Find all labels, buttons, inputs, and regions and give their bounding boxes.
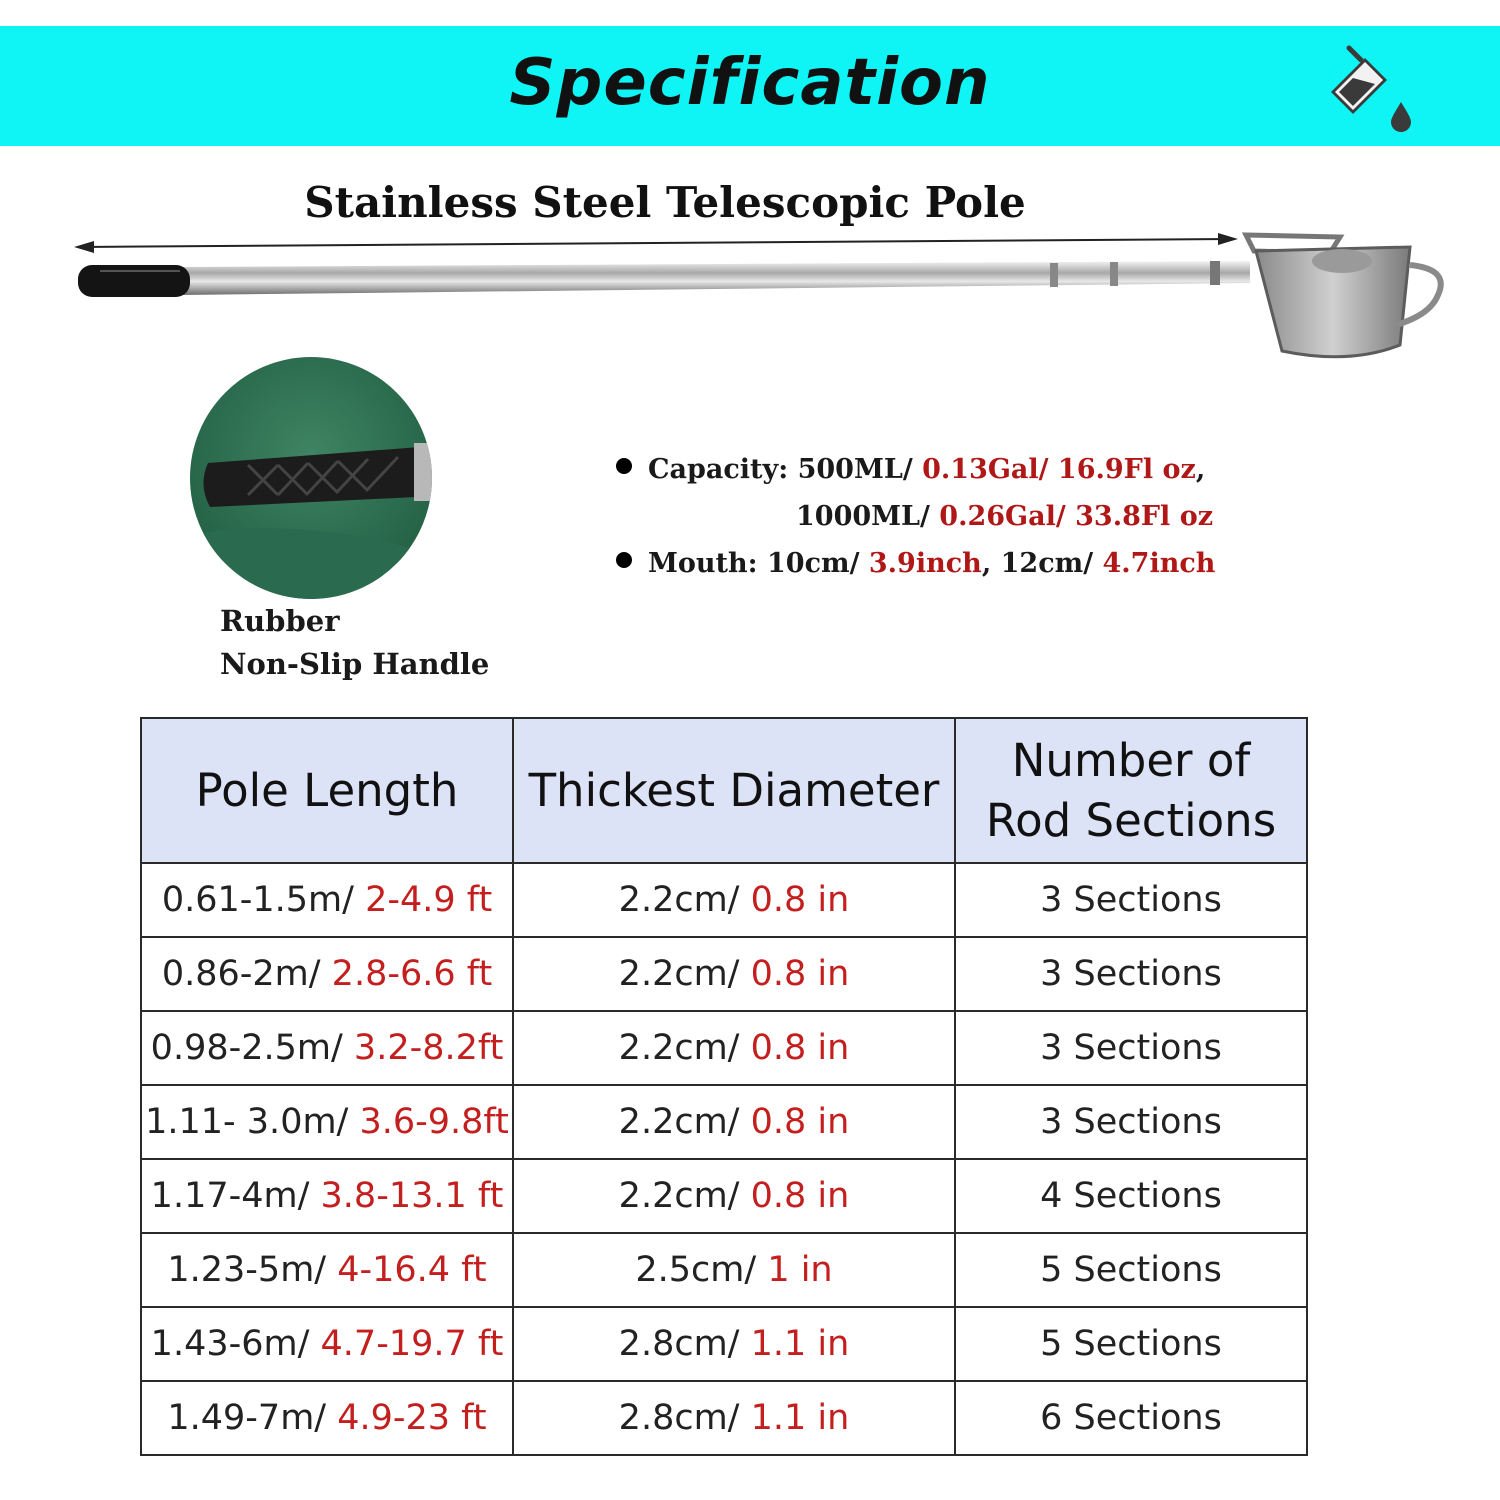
diameter-metric: 2.2cm/: [618, 1028, 740, 1068]
bullet-icon: [616, 458, 632, 474]
column-header-rod-sections: Number of Rod Sections: [955, 718, 1307, 863]
pole-length-cell: [141, 1085, 513, 1159]
capacity-1-imperial: 0.13Gal/ 16.9Fl oz: [922, 454, 1196, 485]
pole-length-imperial: 3.8-13.1 ft: [320, 1176, 504, 1216]
pour-bucket-icon: [1325, 44, 1415, 134]
table-body: [141, 863, 1307, 1455]
rubber-handle-closeup-image: [188, 355, 434, 601]
capacity-2-imperial: 0.26Gal/ 33.8Fl oz: [939, 501, 1214, 532]
diameter-imperial: 0.8 in: [750, 1102, 850, 1142]
sections-cell: [955, 1307, 1307, 1381]
diameter-imperial: 0.8 in: [750, 954, 850, 994]
table-row: [141, 1307, 1307, 1381]
diameter-cell: [513, 1381, 955, 1455]
sections-value: 5 Sections: [1040, 1250, 1222, 1290]
column-header-pole-length: Pole Length: [141, 718, 513, 863]
pole-length-cell: [141, 1011, 513, 1085]
table-row: [141, 937, 1307, 1011]
mouth-2-metric: 12cm/: [1000, 548, 1094, 579]
diameter-metric: 2.2cm/: [618, 880, 740, 920]
capacity-spec: Capacity: 500ML/ 0.13Gal/ 16.9Fl oz,: [616, 446, 1215, 493]
sections-value: 3 Sections: [1040, 880, 1222, 920]
column-header-thickest-diameter: Thickest Diameter: [513, 718, 955, 863]
pole-length-imperial: 4-16.4 ft: [337, 1250, 487, 1290]
table-row: [141, 863, 1307, 937]
sections-value: 5 Sections: [1040, 1324, 1222, 1364]
sections-cell: [955, 863, 1307, 937]
pole-length-cell: [141, 1233, 513, 1307]
pole-length-cell: [141, 1307, 513, 1381]
diameter-cell: [513, 1159, 955, 1233]
capacity-2-metric: 1000ML/: [796, 501, 930, 532]
spec-list: [616, 446, 1215, 587]
sections-value: 4 Sections: [1040, 1176, 1222, 1216]
header-banner: [0, 26, 1500, 146]
table-row: [141, 1381, 1307, 1455]
pole-length-metric: 0.86-2m/: [161, 954, 321, 994]
diameter-imperial: 0.8 in: [750, 1176, 850, 1216]
pole-length-metric: 0.61-1.5m/: [161, 880, 354, 920]
sections-value: 6 Sections: [1040, 1398, 1222, 1438]
sections-value: 3 Sections: [1040, 954, 1222, 994]
specification-table: [140, 717, 1308, 1456]
diameter-cell: [513, 937, 955, 1011]
pole-length-cell: [141, 863, 513, 937]
pole-length-cell: [141, 937, 513, 1011]
diameter-cell: [513, 1085, 955, 1159]
sections-cell: [955, 1159, 1307, 1233]
diameter-cell: [513, 1307, 955, 1381]
diameter-cell: [513, 1011, 955, 1085]
page-title: Specification: [509, 46, 991, 120]
sections-value: 3 Sections: [1040, 1102, 1222, 1142]
pole-length-cell: [141, 1381, 513, 1455]
mouth-2-imperial: 4.7inch: [1102, 548, 1216, 579]
pole-length-metric: 1.23-5m/: [167, 1250, 327, 1290]
pole-length-metric: 1.49-7m/: [167, 1398, 327, 1438]
bullet-icon: [616, 552, 632, 568]
mouth-label: Mouth:: [648, 548, 758, 579]
table-row: [141, 1011, 1307, 1085]
diameter-metric: 2.2cm/: [618, 1176, 740, 1216]
diameter-metric: 2.5cm/: [635, 1250, 757, 1290]
table-row: [141, 1233, 1307, 1307]
pole-length-imperial: 3.6-9.8ft: [359, 1102, 509, 1142]
table-header-row: [141, 718, 1307, 863]
pole-length-imperial: 2-4.9 ft: [365, 880, 493, 920]
handle-caption-line2: Non-Slip Handle: [220, 647, 490, 681]
diameter-cell: [513, 863, 955, 937]
diameter-imperial: 0.8 in: [750, 880, 850, 920]
diameter-imperial: 1.1 in: [750, 1324, 850, 1364]
sections-cell: [955, 1381, 1307, 1455]
pole-length-imperial: 2.8-6.6 ft: [331, 954, 493, 994]
handle-caption: [220, 600, 489, 686]
pole-length-metric: 1.17-4m/: [150, 1176, 310, 1216]
product-title: Stainless Steel Telescopic Pole: [304, 178, 1026, 227]
handle-caption-line1: Rubber: [220, 604, 340, 638]
mouth-1-metric: 10cm/: [767, 548, 860, 579]
telescopic-pole-image: [70, 225, 1450, 375]
table-row: [141, 1159, 1307, 1233]
capacity-1-metric: 500ML/: [797, 454, 913, 485]
mouth-spec: Mouth: 10cm/ 3.9inch, 12cm/ 4.7inch: [616, 540, 1215, 587]
capacity-label: Capacity:: [648, 454, 789, 485]
diameter-imperial: 1.1 in: [750, 1398, 850, 1438]
pole-length-metric: 1.11- 3.0m/: [145, 1102, 349, 1142]
diameter-metric: 2.8cm/: [618, 1398, 740, 1438]
diameter-imperial: 0.8 in: [750, 1028, 850, 1068]
pole-length-cell: [141, 1159, 513, 1233]
pole-length-imperial: 3.2-8.2ft: [353, 1028, 504, 1068]
sections-cell: [955, 1011, 1307, 1085]
pole-length-metric: 0.98-2.5m/: [150, 1028, 343, 1068]
diameter-cell: [513, 1233, 955, 1307]
diameter-metric: 2.8cm/: [618, 1324, 740, 1364]
diameter-imperial: 1 in: [767, 1250, 833, 1290]
pole-length-imperial: 4.9-23 ft: [337, 1398, 487, 1438]
pole-length-metric: 1.43-6m/: [150, 1324, 310, 1364]
sections-cell: [955, 1085, 1307, 1159]
sections-value: 3 Sections: [1040, 1028, 1222, 1068]
mouth-1-imperial: 3.9inch: [868, 548, 982, 579]
table-row: [141, 1085, 1307, 1159]
capacity-spec-line2: [616, 493, 1215, 540]
sections-cell: [955, 1233, 1307, 1307]
diameter-metric: 2.2cm/: [618, 954, 740, 994]
pole-length-imperial: 4.7-19.7 ft: [320, 1324, 504, 1364]
diameter-metric: 2.2cm/: [618, 1102, 740, 1142]
sections-cell: [955, 937, 1307, 1011]
